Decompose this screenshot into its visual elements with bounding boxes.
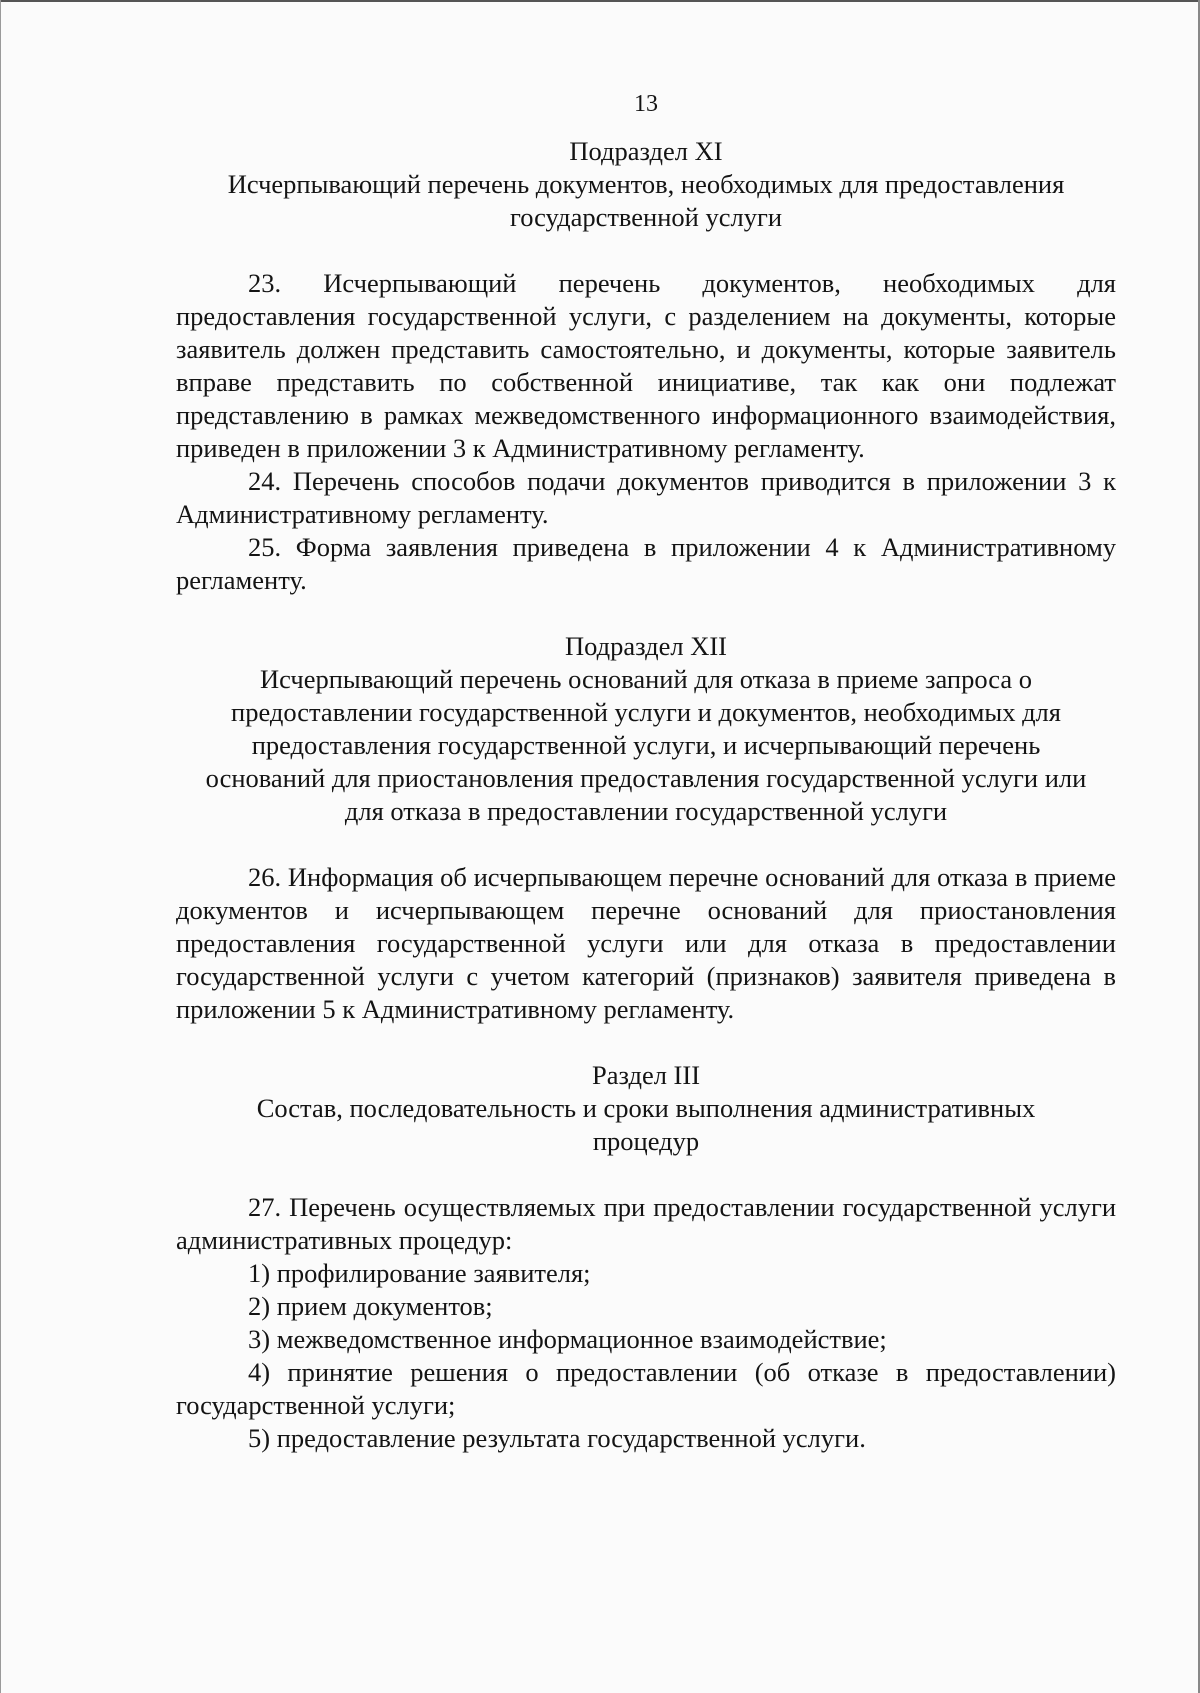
page-edge-top bbox=[0, 0, 1200, 2]
section-3-title: Раздел III bbox=[591, 1060, 701, 1090]
document-body bbox=[176, 88, 1116, 1455]
spacer bbox=[176, 828, 1116, 861]
paragraph-24: 24. Перечень способов подачи документов приводится в приложении 3 к Административному регламенту. bbox=[176, 466, 1116, 529]
spacer bbox=[176, 1026, 1116, 1059]
subsection-12-subtitle-line: для отказа в предоставлении государственной услуги bbox=[344, 796, 948, 826]
page-number: 13 bbox=[634, 91, 658, 117]
subsection-12-subtitle-line: оснований для приостановления предоставления государственной услуги или bbox=[205, 763, 1087, 793]
subsection-12-subtitle-line: предоставлении государственной услуги и документов, необходимых для bbox=[231, 697, 1061, 727]
subsection-11-subtitle-line: государственной услуги bbox=[509, 202, 783, 232]
section-3-subtitle-line: Состав, последовательность и сроки выполнения административных bbox=[256, 1093, 1036, 1123]
subsection-11-title: Подраздел XI bbox=[569, 136, 723, 166]
section-3-heading bbox=[176, 1059, 1116, 1158]
subsection-12-title: Подраздел XII bbox=[565, 631, 727, 661]
procedure-item: 3) межведомственное информационное взаимодействие; bbox=[248, 1324, 887, 1354]
procedure-item: 5) предоставление результата государственной услуги. bbox=[248, 1423, 866, 1453]
subsection-11-heading bbox=[176, 135, 1116, 234]
procedure-item: 1) профилирование заявителя; bbox=[248, 1258, 591, 1288]
procedure-item: 4) принятие решения о предоставлении (об отказе в предоставлении) государственной услуги; bbox=[176, 1357, 1116, 1420]
procedure-item: 2) прием документов; bbox=[248, 1291, 493, 1321]
section-3-subtitle-line: процедур bbox=[592, 1126, 700, 1156]
subsection-11-subtitle-line: Исчерпывающий перечень документов, необходимых для предоставления bbox=[227, 169, 1065, 199]
paragraph-23: 23. Исчерпывающий перечень документов, необходимых для предоставления государственной услуги, с разделением на документы, которые заявитель должен представить самостоятельно, и документы, которые заявитель вправе представить по собственной инициативе, так как они подлежат представлению в рамках межведомственного информационного взаимодействия, приведен в приложении 3 к Административному регламенту. bbox=[176, 268, 1116, 463]
paragraph-27: 27. Перечень осуществляемых при предоставлении государственной услуги административных процедур: bbox=[176, 1192, 1116, 1255]
subsection-12-subtitle-line: Исчерпывающий перечень оснований для отказа в приеме запроса о bbox=[260, 664, 1032, 694]
paragraph-26: 26. Информация об исчерпывающем перечне оснований для отказа в приеме документов и исчерпывающем перечне оснований для приостановления предоставления государственной услуги или для отказа в предоставлении государственной услуги с учетом категорий (признаков) заявителя приведена в приложении 5 к Административному регламенту. bbox=[176, 862, 1116, 1024]
subsection-12-subtitle-line: предоставления государственной услуги, и исчерпывающий перечень bbox=[251, 730, 1041, 760]
spacer bbox=[176, 597, 1116, 630]
subsection-12-heading bbox=[176, 630, 1116, 828]
page-edge-left bbox=[0, 0, 1, 1693]
spacer bbox=[176, 234, 1116, 267]
paragraph-25: 25. Форма заявления приведена в приложении 4 к Административному регламенту. bbox=[176, 532, 1116, 595]
spacer bbox=[176, 1158, 1116, 1191]
